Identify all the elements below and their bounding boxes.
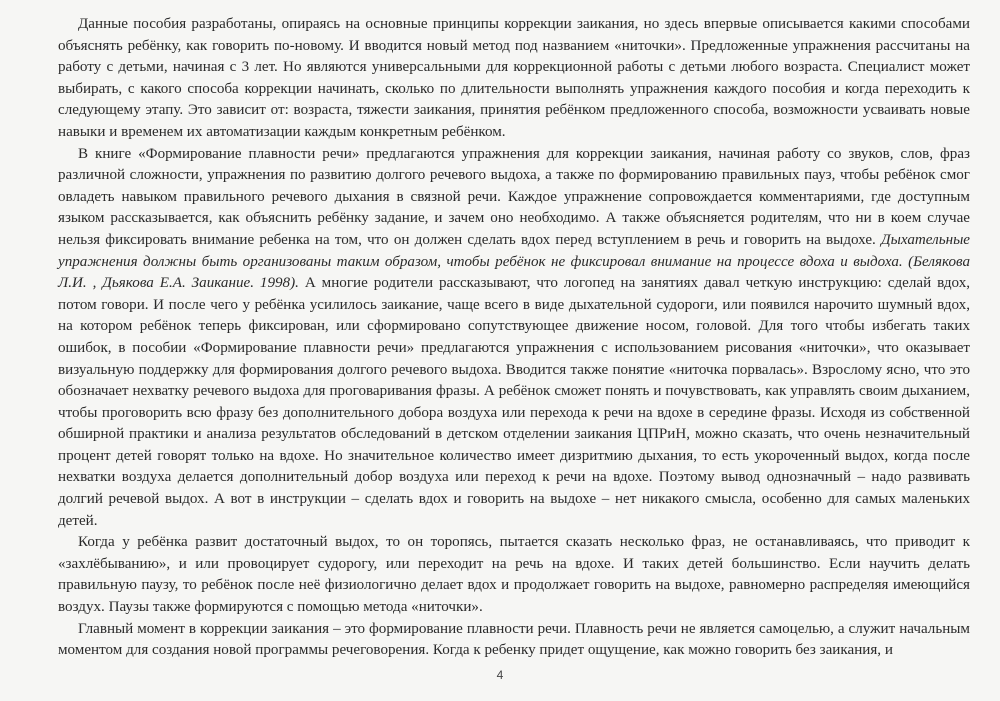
paragraph-2-text-before: В книге «Формирование плавности речи» предлагаются упражнения для коррекции заикания, начиная работу со звуков, слов, фраз различной сложности, упражнения по развитию долгого речевого выдоха, а также по формированию правильных пауз, чтобы ребёнок смог овладеть навыком правильного речевого дыхания в связной речи. Каждое упражнение сопровождается комментариями, где доступным языком рассказывается, как объяснить ребёнку задание, и зачем оно необходимо. А также объясняется родителям, что ни в коем случае нельзя фиксировать внимание ребенка на том, что он должен сделать вдох перед вступлением в речь и говорить на выдохе.: [58, 145, 970, 248]
paragraph-3: Когда у ребёнка развит достаточный выдох, то он торопясь, пытается сказать несколько фраз, не останавливаясь, что приводит к «захлёбыванию», и или провоцирует судорогу, или переходит на речь на вдохе. И таких детей большинство. Если научить делать правильную паузу, то ребёнок после неё физиологично делает вдох и продолжает говорить на выдохе, равномерно распределяя имеющийся воздух. Паузы также формируются с помощью метода «ниточки».: [58, 534, 970, 616]
paragraph-2: [58, 144, 970, 533]
paragraph-4: Главный момент в коррекции заикания – это формирование плавности речи. Плавность речи не является самоцелью, а служит начальным моментом для создания новой программы речеговорения. Когда к ребенку придет ощущение, как можно говорить без заикания, и: [58, 620, 970, 659]
page-number: 4: [496, 668, 504, 682]
paragraph-2-text-after: А многие родители рассказывают, что логопед на занятиях давал четкую инструкцию: сделай вдох, потом говори. И после чего у ребёнка усилилось заикание, чаще всего в виде дыхательной судороги, или появился нарочито шумный вдох, на котором ребёнок теперь фиксирован, или сформировано сопутствующее движение носом, головой. Для того чтобы избегать таких ошибок, в пособии «Формирование плавности речи» предлагаются упражнения с использованием рисования «ниточки», что оказывает визуальную поддержку для формирования долгого речевого выдоха. Вводится также понятие «ниточка порвалась». Взрослому ясно, что это обозначает нехватку речевого выдоха для проговаривания фразы. А ребёнок сможет понять и почувствовать, как управлять своим дыханием, чтобы проговорить всю фразу без дополнительного добора воздуха или перехода к речи на вдохе в середине фразы. Исходя из собственной обширной практики и анализа результатов обследований в детском отделении заикания ЦПРиН, можно сказать, что очень незначительный процент детей говорят только на вдохе. Но значительное количество имеет дизритмию дыхания, то есть укороченный выдох, когда после нехватки воздуха делается дополнительный добор воздуха или переход к речи на вдохе. Поэтому вывод однозначный – надо развивать долгий речевой выдох. А вот в инструкции – сделать вдох и говорить на выдохе – нет никакого смысла, особенно для самых маленьких детей.: [58, 275, 971, 529]
paragraph-2-italic-quote: Дыхательные упражнения должны быть организованы таким образом, чтобы ребёнок не фиксировал внимание на процессе вдоха и выдоха. (Белякова Л.И. , Дьякова Е.А. Заикание. 1998).: [58, 231, 970, 292]
paragraph-1: Данные пособия разработаны, опираясь на основные принципы коррекции заикания, но здесь впервые описывается какими способами объяснять ребёнку, как говорить по-новому. И вводится новый метод под названием «ниточки». Предложенные упражнения рассчитаны на работу с детьми, начиная с 3 лет. Но являются универсальными для коррекционной работы с детьми любого возраста. Специалист может выбирать, с какого способа коррекции начинать, сколько по длительности выполнять упражнения каждого пособия и когда переходить к следующему этапу. Это зависит от: возраста, тяжести заикания, принятия ребёнком предложенного способа, возможности усваивать новые навыки и временем их автоматизации каждым конкретным ребёнком.: [58, 16, 970, 140]
